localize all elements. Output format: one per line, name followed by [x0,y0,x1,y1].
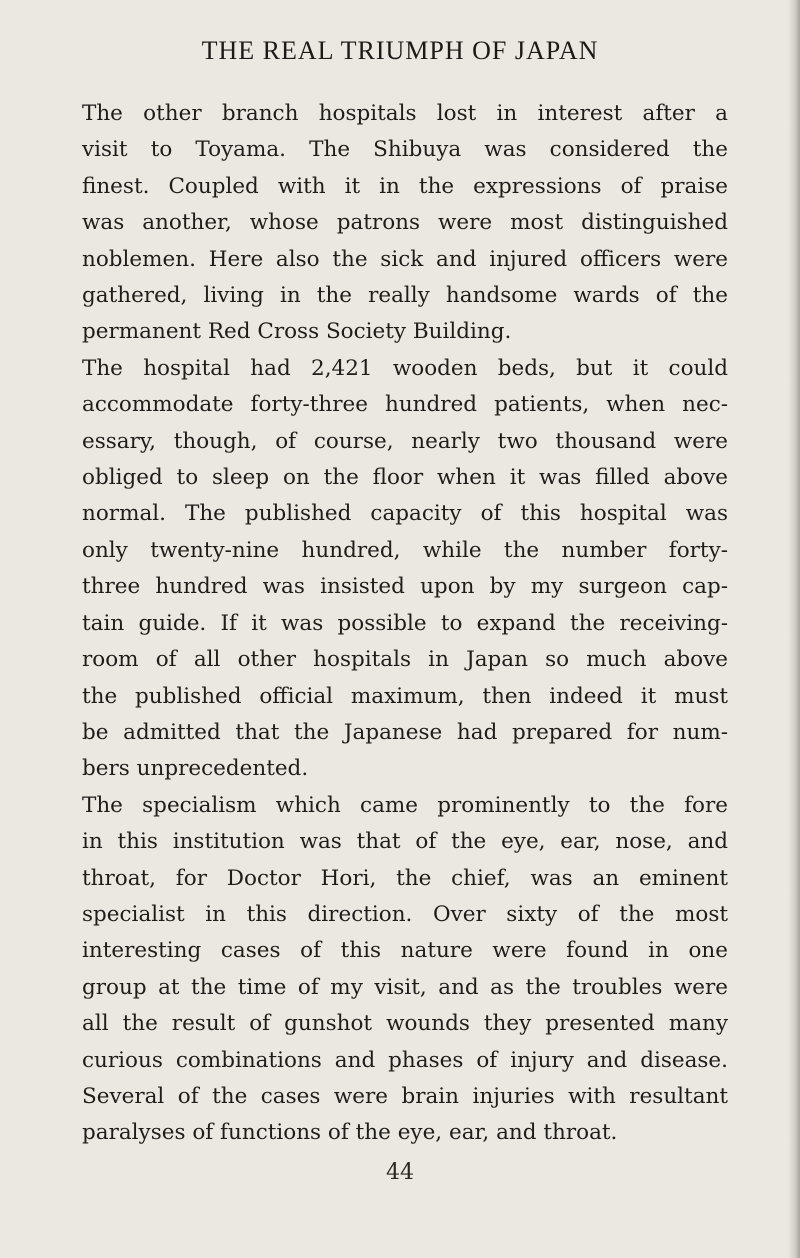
text-line: bers unprecedented. [82,756,309,782]
text-line: specialist in this direction. Over sixty of the most [82,901,728,927]
paragraph-3 [82,788,728,1152]
text-line: curious combinations and phases of injury and disease. [82,1047,728,1073]
text-line: only twenty-nine hundred, while the number forty- [82,537,728,563]
text-line: noblemen. Here also the sick and injured officers were [82,246,728,272]
text-line: be admitted that the Japanese had prepared for num- [82,719,728,745]
paragraph-2 [82,351,728,788]
text-line: was another, whose patrons were most distinguished [82,210,728,236]
text-line: normal. The published capacity of this hospital was [82,501,728,527]
text-line: finest. Coupled with it in the expressions of praise [82,173,728,199]
text-line: room of all other hospitals in Japan so much above [82,647,728,673]
text-line: throat, for Doctor Hori, the chief, was an eminent [82,865,728,891]
text-line: The specialism which came prominently to the fore [82,792,728,818]
text-line: The other branch hospitals lost in interest after a [82,101,728,126]
text-line: the published official maximum, then indeed it must [82,683,728,709]
text-line: paralyses of functions of the eye, ear, and throat. [82,1120,618,1146]
text-line: Several of the cases were brain injuries with resultant [82,1083,728,1109]
text-line: accommodate forty-three hundred patients, when nec- [82,392,728,418]
paragraph-1 [82,96,728,351]
body-text [82,96,728,1152]
text-line: visit to Toyama. The Shibuya was considered the [82,137,728,163]
text-line: The hospital had 2,421 wooden beds, but it could [82,355,728,381]
text-line: essary, though, of course, nearly two thousand were [82,428,728,454]
text-line: interesting cases of this nature were found in one [82,938,728,964]
text-line: permanent Red Cross Society Building. [82,319,512,345]
text-line: in this institution was that of the eye, ear, nose, and [82,829,728,855]
running-head: THE REAL TRIUMPH OF JAPAN [201,36,599,65]
text-line: all the result of gunshot wounds they presented many [82,1011,728,1037]
page-edge-shadow [788,0,800,1258]
text-line: tain guide. If it was possible to expand the receiving- [82,610,728,636]
text-line: group at the time of my visit, and as the troubles were [82,974,728,1000]
text-line: obliged to sleep on the floor when it was filled above [82,465,728,491]
text-line: gathered, living in the really handsome wards of the [82,283,728,309]
text-line: three hundred was insisted upon by my surgeon cap- [82,574,728,600]
page-number: 44 [386,1160,414,1185]
